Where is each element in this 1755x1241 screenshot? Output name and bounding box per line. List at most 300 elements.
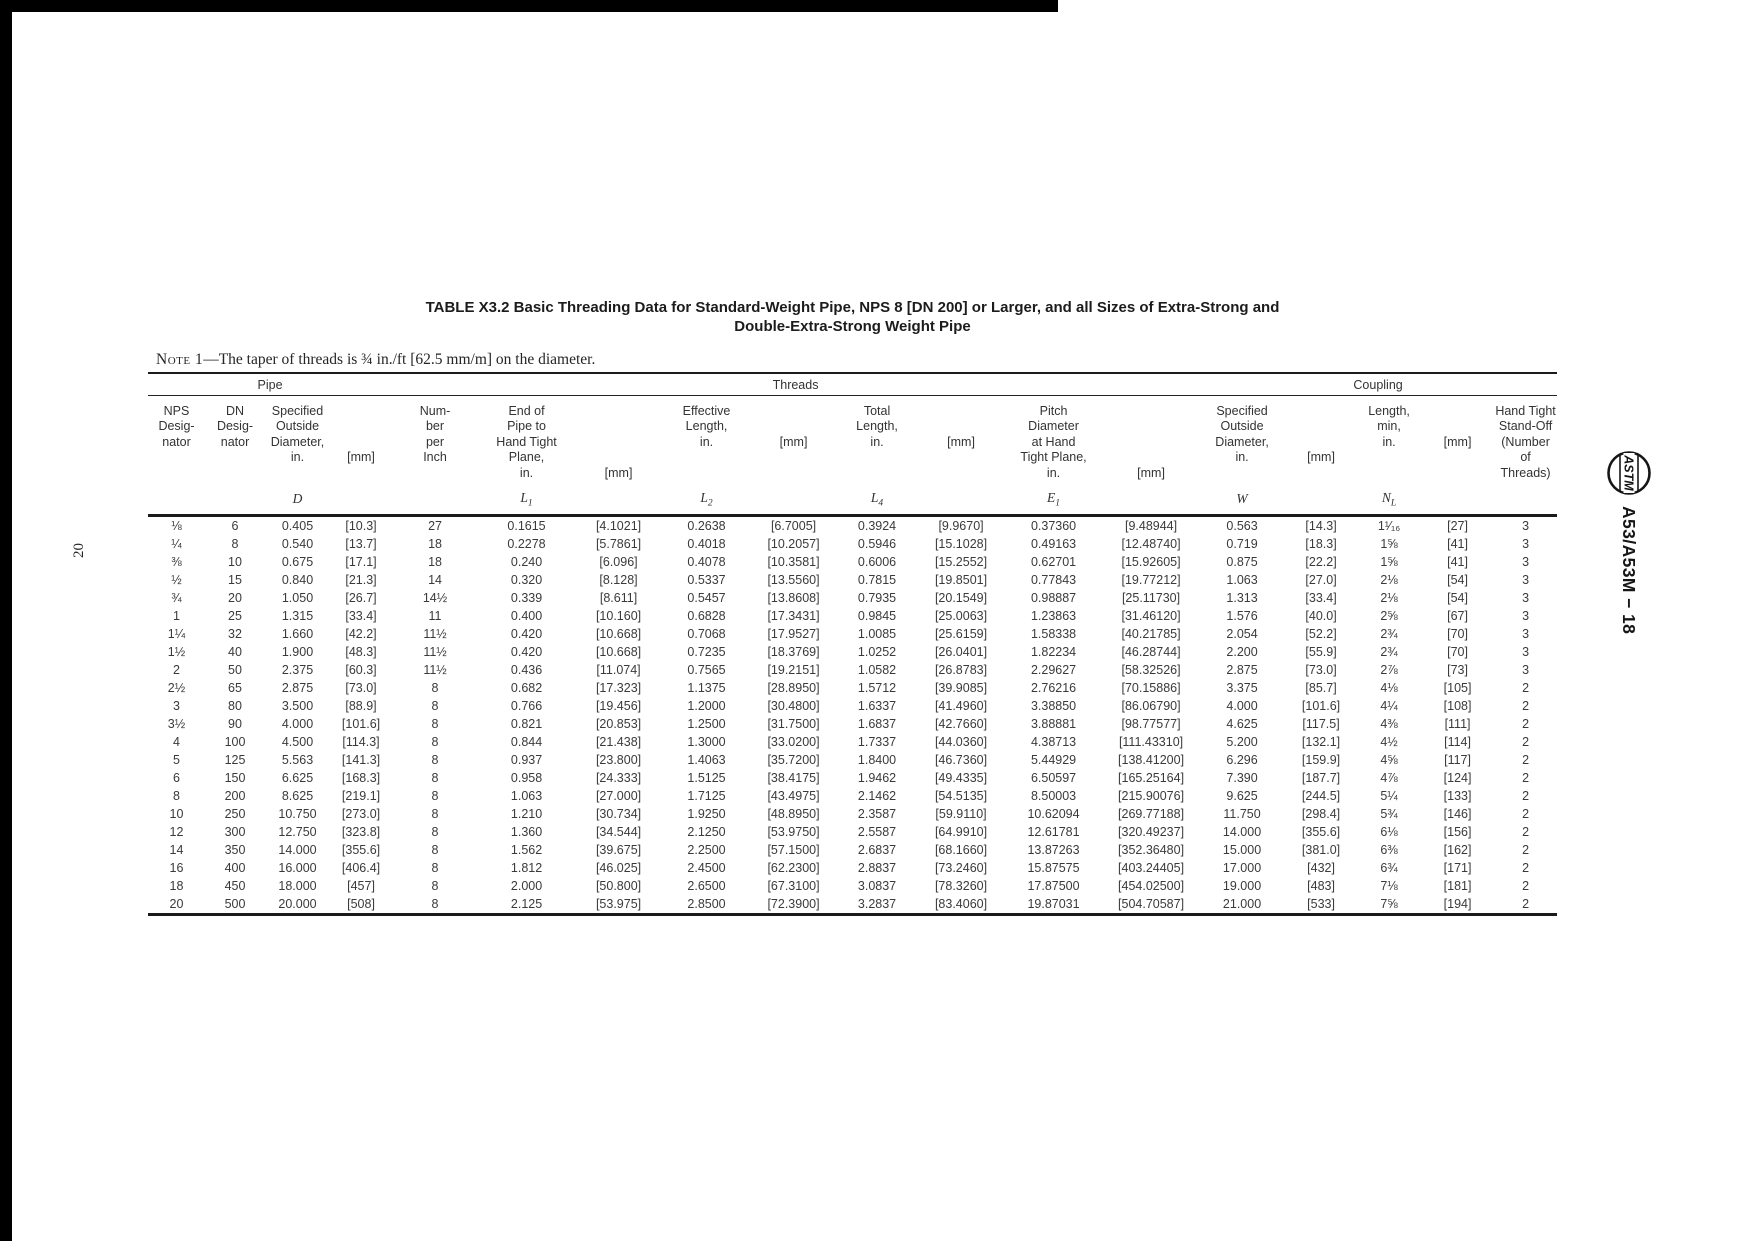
table-cell: [6.7005] — [770, 518, 817, 533]
table-cell: [22.2] — [1305, 554, 1337, 569]
table-cell: [323.8] — [341, 824, 381, 839]
table-cell: [508] — [347, 896, 375, 911]
table-cell: 8 — [173, 788, 180, 803]
table-cell: 2.6500 — [687, 878, 726, 893]
table-cell: 1.5712 — [857, 680, 897, 695]
table-cell: 10 — [169, 806, 184, 821]
table-cell: [46.7360] — [934, 752, 988, 767]
table-cell: 21.000 — [1222, 896, 1262, 911]
table-cell: [10.668] — [595, 644, 642, 659]
table-cell: 1.0582 — [857, 662, 897, 677]
column-header-line — [1104, 450, 1198, 465]
note-label: Note 1 — [156, 351, 204, 368]
column-header-line — [1104, 404, 1198, 419]
table-cell: [13.8608] — [767, 590, 820, 605]
table-cell: [15.2552] — [934, 554, 988, 569]
table-cell: [454.02500] — [1118, 878, 1185, 893]
table-cell: [17.323] — [595, 680, 642, 695]
table-cell: [9.9670] — [938, 518, 984, 533]
table-cell: [146] — [1443, 806, 1472, 821]
table-cell: 15 — [228, 572, 242, 587]
table-cell: 1.58338 — [1030, 626, 1077, 641]
table-cell: 0.7565 — [687, 662, 726, 677]
table-cell: 12.750 — [278, 824, 317, 839]
column-symbol-l4_mm — [918, 482, 1004, 515]
table-cell: [298.4] — [1301, 806, 1341, 821]
column-header-line: Length, — [685, 419, 728, 434]
table-cell: 19.87031 — [1027, 896, 1080, 911]
table-cell: ⅜ — [171, 554, 182, 569]
column-header-line — [331, 419, 391, 434]
table-cell: [9.48944] — [1124, 518, 1178, 533]
table-cell: 7⅝ — [1380, 896, 1398, 911]
table-cell: 0.5946 — [857, 536, 897, 551]
table-cell: 6¾ — [1380, 860, 1398, 875]
table-cell: 0.540 — [281, 536, 314, 551]
table-cell: 250 — [224, 806, 246, 821]
table-cell: [504.70587] — [1118, 896, 1185, 911]
table-cell: [39.9085] — [934, 680, 988, 695]
table-cell: 3 — [1522, 572, 1530, 587]
table-cell: [17.1] — [345, 554, 377, 569]
column-symbol-l1_in: $L_1$ — [478, 482, 575, 515]
column-header-standoff — [1494, 396, 1557, 483]
table-cell: [117] — [1444, 752, 1471, 767]
table-cell: 0.719 — [1226, 536, 1258, 551]
table-cell: [168.3] — [341, 770, 381, 785]
table-cell: 8.50003 — [1030, 788, 1077, 803]
column-header-line — [1286, 419, 1356, 434]
table-cell: [181] — [1443, 878, 1472, 893]
table-cell: 20 — [228, 590, 242, 605]
table-cell: 2 — [1522, 752, 1530, 767]
column-header-l4_mm — [918, 396, 1004, 483]
table-cell: 2 — [1522, 824, 1530, 839]
table-cell: 200 — [224, 788, 246, 803]
table-title-line2: Double-Extra-Strong Weight Pipe — [734, 318, 971, 335]
table-cell: [42.7660] — [934, 716, 988, 731]
table-cell: 90 — [228, 716, 242, 731]
table-cell: 1.900 — [281, 644, 314, 659]
table-cell: 0.77843 — [1030, 572, 1077, 587]
column-header-line: in. — [1235, 450, 1249, 465]
column-header-line: [mm] — [1307, 450, 1335, 465]
table-cell: 1.23863 — [1030, 608, 1077, 623]
table-cell: [62.2300] — [767, 860, 820, 875]
table-cell: 3.38850 — [1030, 698, 1077, 713]
table-cell: [59.9110] — [935, 806, 987, 821]
table-row — [148, 715, 1557, 733]
table-cell: [73] — [1447, 662, 1468, 677]
table-cell: 6 — [231, 518, 239, 533]
table-cell: 8 — [431, 716, 439, 731]
table-cell: [40.21785] — [1121, 626, 1181, 641]
table-cell: [14.3] — [1305, 518, 1337, 533]
table-row — [148, 515, 1557, 535]
column-header-line — [919, 419, 1003, 434]
table-cell: [46.025] — [595, 860, 642, 875]
table-cell: [40.0] — [1305, 608, 1337, 623]
table-cell: 0.675 — [281, 554, 314, 569]
table-cell: [355.6] — [1301, 824, 1341, 839]
table-cell: 1.063 — [510, 788, 543, 803]
column-header-line — [576, 435, 661, 450]
column-header-line: per — [425, 434, 445, 449]
column-header-line: Diameter, — [1215, 434, 1269, 449]
table-cell: 8 — [431, 842, 439, 857]
table-cell: 10.750 — [278, 806, 317, 821]
table-cell: 0.7068 — [687, 626, 726, 641]
scan-edge-top — [0, 0, 1058, 12]
table-cell: 2.875 — [1226, 662, 1258, 677]
table-cell: 16.000 — [278, 860, 317, 875]
table-cell: 40 — [228, 644, 242, 659]
group-header-pipe: Pipe — [148, 373, 392, 396]
table-cell: [273.0] — [341, 806, 381, 821]
table-cell: [114] — [1444, 734, 1471, 749]
table-cell: [138.41200] — [1118, 752, 1185, 767]
table-cell: [70] — [1447, 626, 1468, 641]
table-cell: [24.333] — [595, 770, 642, 785]
table-cell: [141.3] — [341, 752, 381, 767]
table-cell: 3.88881 — [1030, 716, 1077, 731]
side-designation-block — [1606, 450, 1652, 700]
table-cell: [68.1660] — [934, 842, 988, 857]
table-row — [148, 661, 1557, 679]
table-cell: 2.875 — [281, 680, 314, 695]
table-cell: 0.6828 — [687, 608, 726, 623]
column-symbol-od_in: D — [265, 482, 330, 515]
table-cell: 2.4500 — [687, 860, 726, 875]
table-cell: [105] — [1443, 680, 1472, 695]
table-cell: 0.958 — [510, 770, 543, 785]
table-cell: 3½ — [167, 716, 186, 731]
table-cell: 4.000 — [1226, 698, 1258, 713]
column-symbol-w_mm — [1285, 482, 1357, 515]
table-cell: [111.43310] — [1118, 734, 1184, 749]
table-cell: [53.975] — [595, 896, 642, 911]
column-symbol-nps — [148, 482, 205, 515]
column-symbol-e1_in: $E_1$ — [1004, 482, 1103, 515]
column-header-l4_in — [836, 396, 918, 483]
column-header-line: Effective — [682, 404, 731, 418]
table-cell: 1.1375 — [687, 680, 726, 695]
table-cell: 1.3000 — [687, 734, 726, 749]
table-row — [148, 823, 1557, 841]
table-cell: 19.000 — [1222, 878, 1262, 893]
table-cell: 0.400 — [510, 608, 543, 623]
table-cell: 0.37360 — [1030, 518, 1077, 533]
table-cell: [34.544] — [595, 824, 642, 839]
table-cell: [19.2151] — [767, 662, 820, 677]
table-cell: 2.76216 — [1030, 680, 1077, 695]
column-header-line — [1422, 404, 1493, 419]
column-header-line — [331, 404, 391, 419]
table-cell: 4⅞ — [1380, 770, 1398, 785]
table-cell: 2.125 — [510, 896, 543, 911]
table-cell: [52.2] — [1305, 626, 1337, 641]
table-cell: 8 — [231, 536, 239, 551]
table-cell: 2½ — [167, 680, 186, 695]
table-cell: 7.390 — [1226, 770, 1258, 785]
table-cell: 100 — [224, 734, 246, 749]
table-cell: 4⅜ — [1380, 716, 1398, 731]
table-cell: 16 — [169, 860, 184, 875]
table-cell: 12 — [169, 824, 184, 839]
table-cell: 11.750 — [1223, 806, 1261, 821]
column-symbol-l1_mm — [575, 482, 662, 515]
table-cell: [8.128] — [599, 572, 638, 587]
table-cell: 3.0837 — [857, 878, 897, 893]
table-cell: 8 — [431, 770, 439, 785]
table-cell: 0.62701 — [1030, 554, 1077, 569]
table-cell: 6.50597 — [1030, 770, 1077, 785]
table-cell: 1.6837 — [857, 716, 897, 731]
table-cell: [15.1028] — [934, 536, 988, 551]
table-cell: 4.38713 — [1030, 734, 1077, 749]
column-header-line: Inch — [423, 450, 447, 465]
table-cell: 1.8400 — [857, 752, 897, 767]
table-row — [148, 607, 1557, 625]
table-cell: 2 — [1522, 770, 1530, 785]
table-cell: [25.6159] — [934, 626, 988, 641]
table-cell: 350 — [224, 842, 246, 857]
table-cell: 4¼ — [1380, 698, 1398, 713]
table-cell: 1⅝ — [1380, 554, 1398, 569]
table-cell: [18.3] — [1305, 536, 1337, 551]
table-row — [148, 589, 1557, 607]
table-cell: 2.2500 — [687, 842, 726, 857]
column-header-line — [919, 404, 1003, 419]
table-cell: [73.2460] — [934, 860, 988, 875]
table-cell: [457] — [347, 878, 375, 893]
table-cell: 13.87263 — [1027, 842, 1080, 857]
column-symbol-w_in: W — [1199, 482, 1285, 515]
table-cell: [162] — [1443, 842, 1472, 857]
table-cell: 2.200 — [1226, 644, 1258, 659]
table-cell: [55.9] — [1305, 644, 1337, 659]
table-cell: [17.9527] — [767, 626, 820, 641]
table-cell: 0.436 — [510, 662, 543, 677]
astm-logo-icon — [1606, 450, 1652, 496]
column-header-line — [1104, 419, 1198, 434]
table-cell: 1.4063 — [687, 752, 726, 767]
table-cell: 11½ — [423, 662, 447, 677]
table-cell: 125 — [224, 752, 246, 767]
column-header-line: Length, — [856, 419, 898, 434]
column-header-line: Desig- — [216, 419, 254, 434]
table-cell: [132.1] — [1301, 734, 1341, 749]
column-header-line: [mm] — [947, 434, 975, 449]
column-symbol-dn — [205, 482, 265, 515]
table-cell: [219.1] — [341, 788, 381, 803]
column-header-line: End of — [508, 404, 545, 418]
column-header-line: [mm] — [347, 450, 375, 465]
column-header-line: [mm] — [1137, 465, 1165, 480]
column-header-line — [1286, 404, 1356, 419]
table-cell: 4⅝ — [1380, 752, 1398, 767]
table-cell: 3 — [1522, 662, 1530, 677]
column-header-nl_mm — [1421, 396, 1494, 483]
table-cell: 300 — [224, 824, 246, 839]
table-cell: [31.7500] — [767, 716, 820, 731]
table-row — [148, 625, 1557, 643]
table-row — [148, 571, 1557, 589]
table-cell: 2.1250 — [687, 824, 726, 839]
column-header-line: [mm] — [1443, 434, 1472, 449]
table-cell: 3 — [1522, 554, 1530, 569]
table-cell: [187.7] — [1301, 770, 1341, 785]
table-row — [148, 751, 1557, 769]
table-row — [148, 859, 1557, 877]
table-row — [148, 553, 1557, 571]
column-header-line: Total — [863, 404, 891, 418]
table-cell: [28.8950] — [767, 680, 820, 695]
table-cell: [26.7] — [345, 590, 377, 605]
table-cell: 4.625 — [1226, 716, 1258, 731]
table-cell: [72.3900] — [767, 896, 820, 911]
table-cell: 2 — [1522, 896, 1530, 911]
table-cell: 1.660 — [281, 626, 314, 641]
table-cell: [406.4] — [341, 860, 381, 875]
table-cell: 18 — [428, 536, 442, 551]
table-cell: [53.9750] — [767, 824, 820, 839]
table-cell: 14 — [428, 572, 442, 587]
column-header-w_mm — [1285, 396, 1357, 483]
table-cell: 8 — [431, 752, 439, 767]
table-row — [148, 535, 1557, 553]
table-cell: 2⅛ — [1380, 590, 1398, 605]
table-cell: [50.800] — [595, 878, 642, 893]
table-cell: [41] — [1447, 554, 1468, 569]
table-cell: 8 — [431, 806, 439, 821]
table-cell: 3 — [1522, 590, 1530, 605]
column-header-line: Specified — [1216, 404, 1268, 418]
table-cell: 0.5337 — [687, 572, 726, 587]
column-header-e1_in — [1004, 396, 1103, 483]
table-cell: 2 — [1522, 842, 1530, 857]
table-cell: [27.0] — [1305, 572, 1337, 587]
table-cell: [88.9] — [345, 698, 377, 713]
table-cell: [86.06790] — [1121, 698, 1181, 713]
column-header-line — [331, 435, 391, 450]
table-title — [148, 298, 1557, 336]
table-cell: 65 — [228, 680, 242, 695]
table-cell: 0.420 — [510, 626, 543, 641]
table-cell: [159.9] — [1301, 752, 1341, 767]
table-cell: [31.46120] — [1121, 608, 1181, 623]
column-header-line: Tight Plane, — [1020, 450, 1087, 465]
table-cell: [23.800] — [595, 752, 642, 767]
table-cell: 2.8837 — [857, 860, 897, 875]
group-header-threads: Threads — [392, 373, 1199, 396]
column-header-line: DN — [225, 404, 245, 418]
column-header-line: Length, — [1368, 404, 1410, 418]
table-cell: 450 — [224, 878, 246, 893]
table-cell: [403.24405] — [1118, 860, 1185, 875]
table-cell: [25.0063] — [934, 608, 988, 623]
table-cell: [10.2057] — [767, 536, 820, 551]
table-cell: 1.576 — [1226, 608, 1258, 623]
table-cell: 0.49163 — [1030, 536, 1077, 551]
table-cell: 0.682 — [510, 680, 543, 695]
table-cell: 8 — [431, 896, 439, 911]
column-header-l1_in — [478, 396, 575, 483]
column-header-l2_in — [662, 396, 751, 483]
table-cell: 8 — [431, 878, 439, 893]
table-cell: [124] — [1443, 770, 1472, 785]
table-cell: [54.5135] — [934, 788, 988, 803]
table-cell: 150 — [224, 770, 246, 785]
table-cell: [35.7200] — [767, 752, 820, 767]
table-cell: 2 — [1522, 788, 1530, 803]
column-header-line: in. — [290, 450, 305, 465]
column-header-tpi — [392, 396, 478, 483]
table-cell: 1.0252 — [857, 644, 897, 659]
column-header-line: in. — [870, 434, 884, 449]
table-cell: 14 — [169, 842, 184, 857]
table-cell: 0.766 — [510, 698, 543, 713]
table-cell: [98.77577] — [1121, 716, 1181, 731]
table-cell: 3.500 — [281, 698, 314, 713]
table-cell: 2.29627 — [1030, 662, 1077, 677]
table-row — [148, 769, 1557, 787]
table-cell: [171] — [1443, 860, 1472, 875]
table-cell: [46.28744] — [1121, 644, 1181, 659]
table-cell: [54] — [1447, 572, 1468, 587]
table-note — [156, 351, 595, 369]
column-header-line: in. — [1382, 434, 1396, 449]
column-header-line: min, — [1377, 419, 1401, 434]
standard-designation: A53/A53M − 18 — [1619, 506, 1640, 635]
table-cell: 1⅝ — [1380, 536, 1398, 551]
table-cell: 500 — [224, 896, 246, 911]
table-cell: 2 — [1522, 698, 1530, 713]
table-cell: [19.77212] — [1121, 572, 1181, 587]
table-cell: 3 — [1522, 608, 1530, 623]
table-cell: [101.6] — [1301, 698, 1341, 713]
table-cell: 2¾ — [1380, 644, 1398, 659]
column-symbol-l2_mm — [751, 482, 836, 515]
table-cell: [33.0200] — [767, 734, 820, 749]
table-cell: [10.3581] — [767, 554, 820, 569]
column-header-l2_mm — [751, 396, 836, 483]
table-cell: 1.315 — [281, 608, 314, 623]
table-cell: 6⅜ — [1380, 842, 1398, 857]
table-cell: 1 — [173, 608, 180, 623]
table-cell: 2 — [173, 662, 180, 677]
table-cell: 15.87575 — [1027, 860, 1080, 875]
table-cell: [54] — [1447, 590, 1468, 605]
table-cell: [19.8501] — [934, 572, 988, 587]
page-number: 20 — [71, 543, 87, 558]
table-cell: [12.48740] — [1121, 536, 1181, 551]
table-cell: 6⅛ — [1380, 824, 1398, 839]
table-cell: 6.625 — [281, 770, 314, 785]
table-cell: 6.296 — [1226, 752, 1258, 767]
table-cell: [48.3] — [345, 644, 377, 659]
column-header-line — [752, 419, 835, 434]
column-header-line: ber — [425, 419, 445, 434]
column-header-nl_in — [1357, 396, 1421, 483]
table-cell: [8.611] — [599, 590, 638, 605]
table-cell: [42.2] — [345, 626, 377, 641]
table-row — [148, 841, 1557, 859]
table-cell: [10.160] — [595, 608, 642, 623]
table-cell: 0.320 — [510, 572, 543, 587]
table-cell: [48.8950] — [767, 806, 820, 821]
table-row — [148, 733, 1557, 751]
